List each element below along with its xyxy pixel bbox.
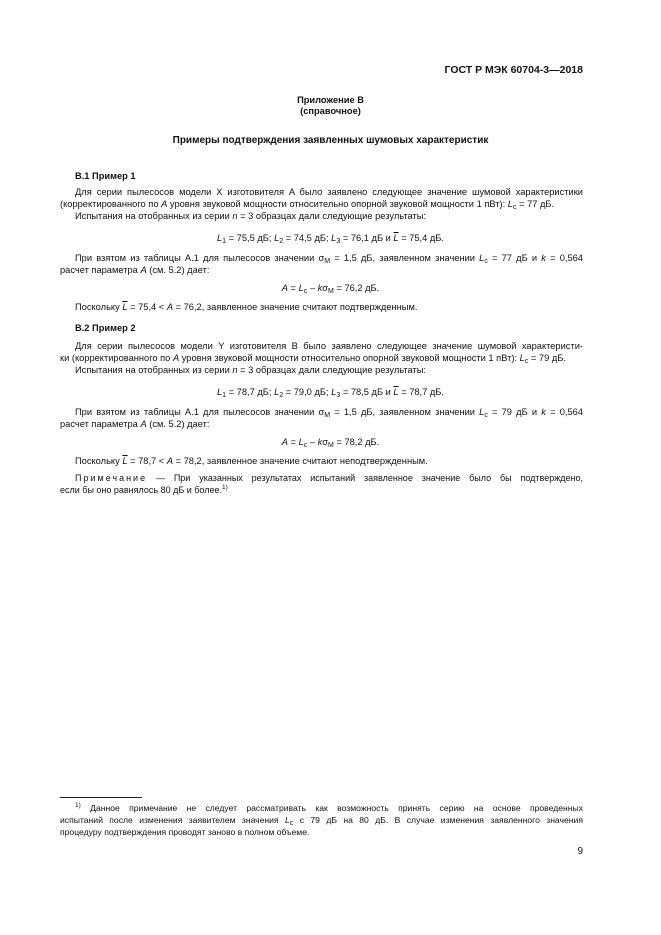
example1-conclusion: Поскольку $\overline{L} = 75,4 < A = 76,2$, заявленное значение считают подтвержденным.	[75, 302, 418, 312]
example1-para3-line1: При взятом из таблицы A.1 для пылесосов значении $\sigma_M = 1,5$ дБ, заявленном значении $L_c = 77$ дБ и k = 0,564	[75, 253, 583, 265]
annex-title: Приложение В	[297, 95, 364, 105]
example2-formula: $A = L_c - k\sigma_M = 78,2$ дБ.	[281, 437, 380, 449]
example1-title: В.1 Пример 1	[75, 171, 136, 181]
footnote-separator	[60, 797, 142, 798]
example1-para3-line2: расчет параметра A (см. 5.2) дает:	[60, 265, 210, 275]
example2-conclusion: Поскольку $\overline{L} = 78,7 < A = 78,2$, заявленное значение считают неподтвержденным.	[75, 456, 428, 466]
page-number: 9	[577, 846, 583, 857]
example1-formula: $A = L_c - k\sigma_M = 76,2$ дБ.	[281, 283, 380, 295]
note-line1: Примечание — При указанных результатах испытаний заявленное значение было бы подтверждено,	[75, 473, 583, 483]
example1-para2: Испытания на отобранных из серии n = 3 образцах дали следующие результаты:	[75, 211, 427, 221]
example2-para2: Испытания на отобранных из серии n = 3 образцах дали следующие результаты:	[75, 365, 427, 375]
footnote-line1: $^{1)}$ Данное примечание не следует рассматривать как возможность принять серию на основе проведенных	[75, 802, 583, 813]
example2-para1-line2: ки (корректированного по A уровня звуковой мощности относительно опорной звуковой мощности 1 пВт): $L_c = 79$ дБ.	[60, 353, 566, 365]
note-label: Примечание	[75, 473, 148, 483]
footnote-line2: испытаний после изменения заявителем значения $L_c$ с 79 дБ на 80 дБ. В случае изменения заявленного значения	[60, 815, 583, 827]
footnote-reference[interactable]: 1)	[222, 484, 228, 491]
example2-results: $L_1 = 78,7$ дБ; $L_2 = 79,0$ дБ; $L_3 = 78,5$ дБ и $\overline{L} = 78,7$ дБ.	[217, 387, 444, 399]
example2-para3-line2: расчет параметра A (см. 5.2) дает:	[60, 419, 210, 429]
example1-para1-line2: (корректированного по A уровня звуковой мощности относительно опорной звуковой мощности 1 пВт): $L_c = 77$ дБ.	[60, 199, 555, 211]
standard-header: ГОСТ Р МЭК 60704-3—2018	[444, 64, 583, 76]
footnote-line3: процедуру подтверждения проводят заново в полном объеме.	[60, 827, 310, 837]
example1-para1-line1: Для серии пылесосов модели X изготовителя A было заявлено следующее значение шумовой характеристики	[75, 187, 583, 197]
note-line2: если бы оно равнялось 80 дБ и более.$^{1)}$	[60, 484, 228, 495]
example2-para1-line1: Для серии пылесосов модели Y изготовителя B было заявлено следующее значение шумовой характеристи-	[75, 341, 583, 351]
footnote-mark: 1)	[75, 802, 81, 809]
example2-para3-line1: При взятом из таблицы A.1 для пылесосов значении $\sigma_M = 1,5$ дБ, заявленном значении $L_c = 79$ дБ и k = 0,564	[75, 407, 583, 419]
example2-title: В.2 Пример 2	[75, 323, 136, 333]
section-heading: Примеры подтверждения заявленных шумовых характеристик	[172, 135, 489, 146]
annex-subtitle: (справочное)	[300, 106, 361, 116]
example1-results: $L_1 = 75,5$ дБ; $L_2 = 74,5$ дБ; $L_3 = 76,1$ дБ и $\overline{L} = 75,4$ дБ.	[217, 233, 444, 245]
